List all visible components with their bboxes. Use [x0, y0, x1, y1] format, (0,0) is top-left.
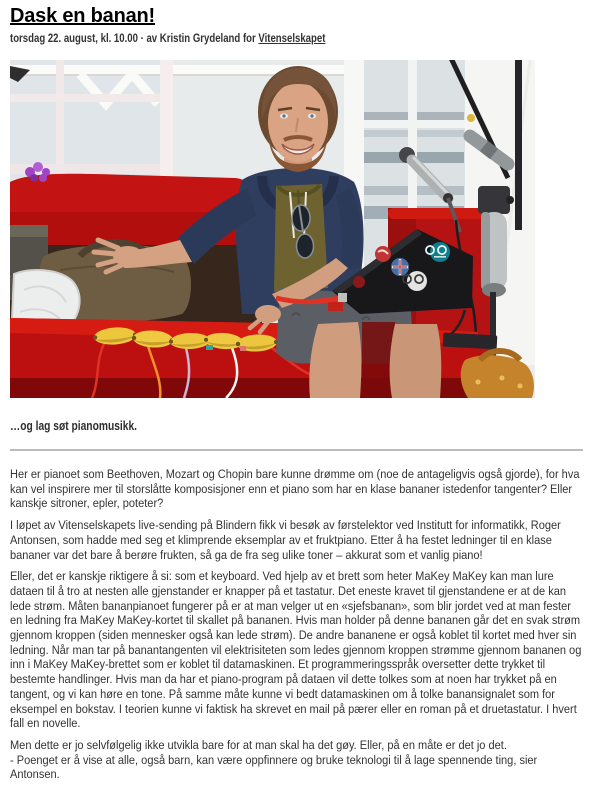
article-paragraph-closing	[10, 738, 583, 782]
closing-line-1: Men dette er jo selvfølgelig ikke utvikla bare for at man skal ha det gøy. Eller, på en måte er det jo det.	[10, 737, 507, 752]
article-photo	[10, 60, 535, 398]
article-photo-illustration	[10, 60, 535, 398]
article-paragraph: Her er pianoet som Beethoven, Mozart og Chopin bare kunne drømme om (noe de antageligvis også gjorde), for hva kan vel inspirere mer til storslåtte komposisjoner enn et piano som har en klase bananer istedenfor tangenter? Eller kanskje sitroner, epler, poteter?	[10, 467, 580, 511]
byline	[10, 31, 353, 46]
makey-board	[443, 333, 498, 350]
article-paragraph: I løpet av Vitenselskapets live-sending på Blindern fikk vi besøk av førstelektor ved Institutt for informatikk, Roger Antonsen, som hadde med seg et klimprende eksemplar av et fruktpiano. Etter å ha festet ledninger til en klase bananer var det bare å berøre frukten, så ga de fra seg ulike toner – akkurat som et vanlig piano!	[10, 518, 561, 562]
closing-line-2: - Poenget er å vise at alle, også barn, kan være oppfinnere og bruke teknologi til å lage spennende ting, sier Antonsen.	[10, 752, 538, 782]
red-sticker	[375, 246, 391, 262]
page-title	[10, 5, 593, 28]
article-paragraph: Eller, det er kanskje riktigere å si: som et keyboard. Ved hjelp av et brett som heter MaKey MaKey kan man lure dataen til å tro at nesten alle gjenstander er knapper på et tastatur. Det eneste kravet til gjenstandene er at de kan lede strøm. Måten bananpianoet fungerer på er at man velger ut en «sjefsbanan», som blir jordet ved at man fester en ledning fra MaKey MaKey-kortet til skallet på bananen. Hvis man holder på denne bananen går det en svak strøm gjennom kroppen (siden mennesker også kan lede strøm). De andre bananene er også koblet til kortet med hver sin ledning. Når man tar på banantangenten vil elektrisiteten som ledes gjennom kroppen strømme gjennom bananen og inn i MaKey MaKey-brettet som er koblet til datamaskinen. Et programmeringsspråk oversetter dette trykket til bestemte handlinger. Hvis man da har et piano-program på dataen vil dette tolkes som at noen har trykket på en tangent, og vi kan høre en tone. På samme måte kunne vi bedt datamaskinen om å tolke banansignalet som for eksempel en bokstav. I teorien kunne vi faktisk ha skrevet en mail på pærer eller en roman på et druetastatur. I hvert fall en novelle.	[10, 569, 582, 731]
article-title-link[interactable]: Dask en banan!	[10, 5, 156, 27]
byline-text: torsdag 22. august, kl. 10.00 · av Kristin Grydeland for	[10, 31, 259, 45]
photo-caption: …og lag søt pianomusikk.	[10, 419, 138, 433]
byline-author-site-link[interactable]: Vitenselskapet	[258, 31, 326, 45]
divider	[10, 449, 583, 451]
